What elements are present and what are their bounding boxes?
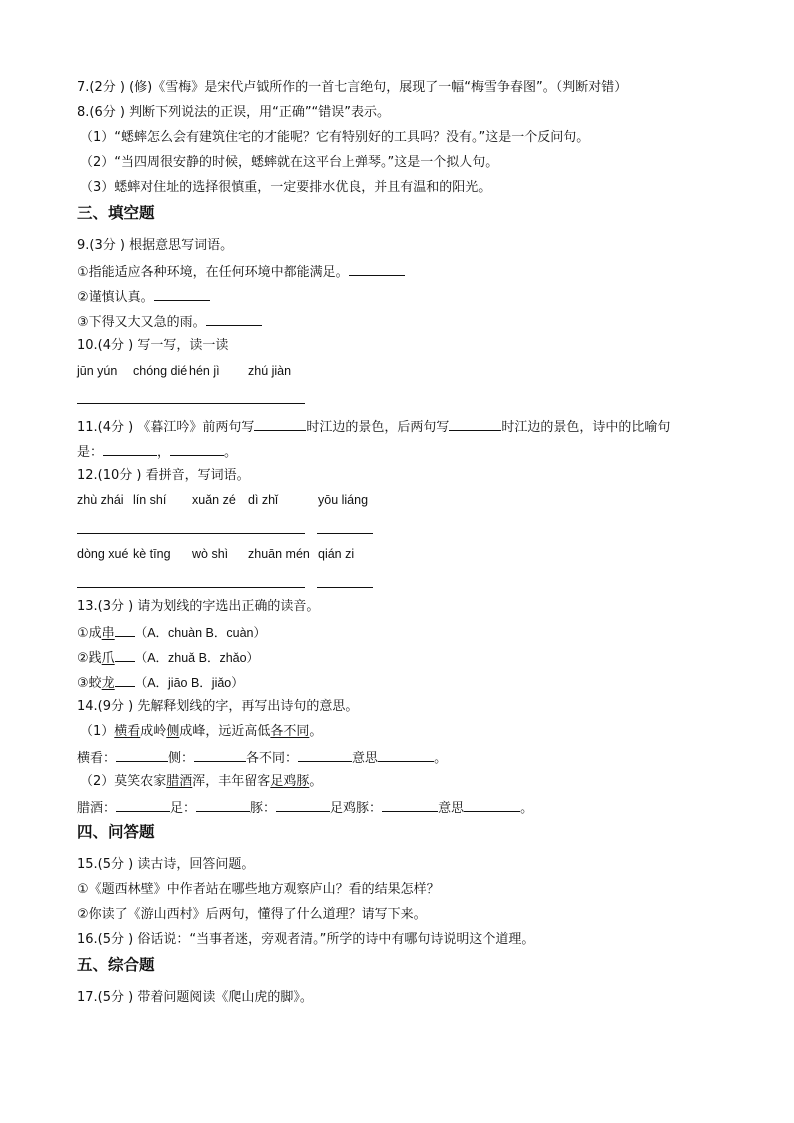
answer-blank[interactable]: [116, 748, 168, 762]
question-13-item-3: ③蛟龙 （A．jiāo B．jiǎo）: [77, 673, 244, 693]
question-13-stem: 13.(3分 ) 请为划线的字选出正确的读音。: [77, 599, 320, 614]
pinyin-label: hén jì: [189, 364, 220, 378]
answer-blank[interactable]: [194, 748, 246, 762]
answer-blank[interactable]: [115, 623, 135, 637]
answer-blank[interactable]: [254, 417, 306, 431]
answer-blank[interactable]: [382, 798, 438, 812]
answer-line[interactable]: [77, 587, 305, 588]
question-14-stem: 14.(9分 ) 先解释划线的字，再写出诗句的意思。: [77, 699, 359, 714]
question-9-item-2: ②谨慎认真。: [77, 287, 210, 307]
section-heading-comprehensive: 五、综合题: [77, 956, 155, 974]
pinyin-label: kè tīng: [133, 547, 171, 561]
pinyin-label: wò shì: [192, 547, 229, 561]
underlined-char: 串: [101, 626, 115, 641]
question-15-item-2: ②你读了《游山西村》后两句，懂得了什么道理？请写下来。: [77, 907, 427, 922]
answer-blank[interactable]: [154, 287, 210, 301]
answer-blank[interactable]: [206, 312, 262, 326]
question-15-item-1: ①《题西林壁》中作者站在哪些地方观察庐山？看的结果怎样？: [77, 882, 440, 897]
underlined-char: 爪: [101, 651, 115, 666]
question-11-line-1: 11.(4分 ) 《暮江吟》前两句写 时江边的景色，后两句写 时江边的景色，诗中的比喻句: [77, 417, 670, 437]
pinyin-label: dòng xué: [77, 547, 129, 561]
pinyin-label: lín shí: [133, 493, 167, 507]
answer-blank[interactable]: [196, 798, 250, 812]
answer-line[interactable]: [77, 533, 305, 534]
pinyin-label: zhù zhái: [77, 493, 124, 507]
question-8-stem: 8.(6分 ) 判断下列说法的正误，用“正确”“错误”表示。: [77, 105, 391, 120]
question-13-item-2: ②践爪 （A．zhuǎ B．zhǎo）: [77, 648, 259, 668]
question-17: 17.(5分 ) 带着问题阅读《爬山虎的脚》。: [77, 990, 313, 1005]
pinyin-label: jūn yún: [77, 364, 118, 378]
question-13-item-1: ①成串 （A．chuàn B．cuàn）: [77, 623, 266, 643]
pinyin-label: yōu liáng: [318, 493, 369, 507]
answer-line[interactable]: [317, 587, 373, 588]
question-14-poem-2: （2）莫笑农家腊酒浑，丰年留客足鸡豚。: [80, 774, 323, 789]
pinyin-label: dì zhǐ: [248, 493, 278, 507]
section-heading-qa: 四、问答题: [77, 823, 155, 841]
answer-blank[interactable]: [115, 673, 135, 687]
question-9-stem: 9.(3分 ) 根据意思写词语。: [77, 238, 234, 253]
pinyin-label: zhuān mén: [248, 547, 310, 561]
question-16: 16.(5分 ) 俗话说：“当事者迷，旁观者清。”所学的诗中有哪句诗说明这个道理。: [77, 932, 535, 947]
question-12-stem: 12.(10分 ) 看拼音，写词语。: [77, 468, 250, 483]
answer-blank[interactable]: [449, 417, 501, 431]
pinyin-label: xuǎn zé: [192, 493, 236, 507]
question-15-stem: 15.(5分 ) 读古诗，回答问题。: [77, 857, 255, 872]
answer-blank[interactable]: [298, 748, 352, 762]
pinyin-label: chóng dié: [133, 364, 188, 378]
answer-blank[interactable]: [116, 798, 170, 812]
question-8-item-3: （3）蟋蟀对住址的选择很慎重，一定要排水优良，并且有温和的阳光。: [80, 180, 492, 195]
answer-blank[interactable]: [103, 442, 157, 456]
question-14-answers-1: 横看： 侧： 各不同： 意思 。: [77, 748, 447, 768]
answer-blank[interactable]: [378, 748, 434, 762]
question-8-item-1: （1）“蟋蟀怎么会有建筑住宅的才能呢？它有特别好的工具吗？没有。”这是一个反问句。: [80, 130, 590, 145]
answer-blank[interactable]: [349, 262, 405, 276]
question-14-answers-2: 腊酒： 足： 豚： 足鸡豚： 意思 。: [77, 798, 533, 818]
answer-line[interactable]: [317, 533, 373, 534]
answer-blank[interactable]: [276, 798, 330, 812]
question-10-stem: 10.(4分 ) 写一写，读一读: [77, 338, 229, 353]
answer-line[interactable]: [77, 403, 305, 404]
question-9-item-3: ③下得又大又急的雨。: [77, 312, 262, 332]
answer-blank[interactable]: [115, 648, 135, 662]
answer-blank[interactable]: [464, 798, 520, 812]
question-14-poem-1: （1）横看成岭侧成峰，远近高低各不同。: [80, 724, 323, 739]
question-7: 7.(2分 ) (修)《雪梅》是宋代卢钺所作的一首七言绝句，展现了一幅“梅雪争春图”。（判断对错）: [77, 80, 628, 95]
question-8-item-2: （2）“当四周很安静的时候，蟋蟀就在这平台上弹琴。”这是一个拟人句。: [80, 155, 499, 170]
underlined-char: 龙: [101, 676, 115, 691]
pinyin-label: zhú jiàn: [248, 364, 292, 378]
question-9-item-1: ①指能适应各种环境，在任何环境中都能满足。: [77, 262, 405, 282]
question-11-line-2: 是： ， 。: [77, 442, 237, 462]
pinyin-label: qián zi: [318, 547, 355, 561]
answer-blank[interactable]: [170, 442, 224, 456]
section-heading-fill-in: 三、填空题: [77, 204, 155, 222]
